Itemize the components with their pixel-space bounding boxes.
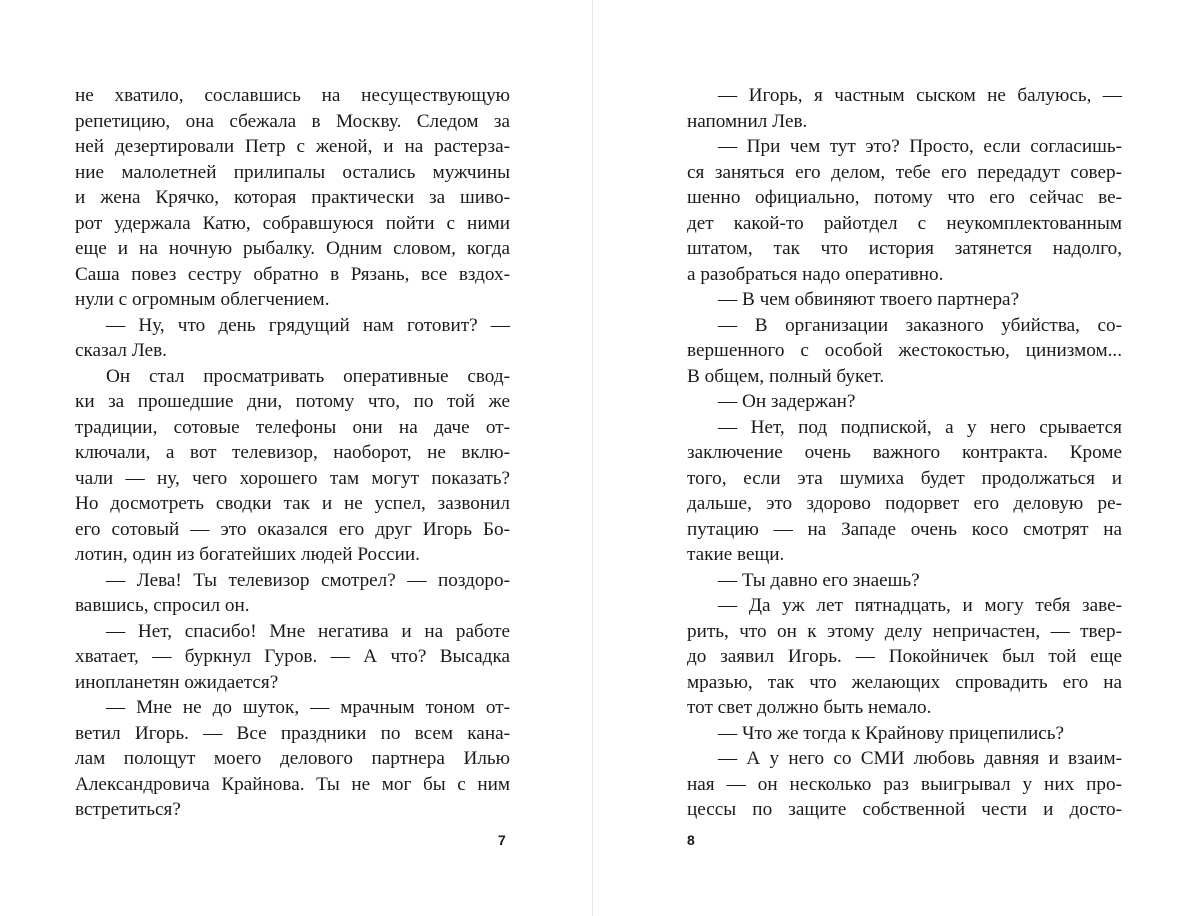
text-line: — Мне не до шуток, — мрачным тоном от- (106, 697, 510, 718)
text-line: ся заняться его делом, тебе его передадут совер- (687, 161, 1122, 183)
text-line: — Нет, под подпиской, а у него срывается (718, 416, 1122, 438)
text-line: и жена Крячко, которая практически за шиво- (75, 187, 510, 208)
text-line: — Лева! Ты телевизор смотрел? — поздоро- (106, 569, 510, 591)
text-line: — Ну, что день грядущий нам готовит? — (106, 314, 510, 336)
text-line: Но досмотреть сводки так и не успел, зазвонил (75, 493, 510, 514)
text-line: инопланетян ожидается? (75, 671, 279, 693)
text-line: сказал Лев. (75, 340, 167, 361)
text-line: вавшись, спросил он. (75, 595, 250, 616)
page-number: 8 (687, 832, 695, 848)
page-number: 7 (498, 832, 506, 848)
text-line: встретиться? (75, 799, 181, 820)
text-line: лам полощут моего делового партнера Илью (75, 748, 510, 769)
text-line: ветил Игорь. — Все праздники по всем кана- (75, 722, 510, 744)
text-line: не хватило, сославшись на несуществующую (75, 85, 510, 106)
text-line: мразью, так что желающих спровадить его на (687, 671, 1122, 693)
text-line: — Ты давно его знаешь? (718, 569, 920, 591)
text-line: традиции, сотовые телефоны они на даче от- (75, 416, 510, 438)
left-page (0, 0, 592, 916)
text-line: дальше, это здорово подорвет его деловую ре- (687, 493, 1122, 514)
text-line: путацию — на Западе очень косо смотрят на (687, 518, 1122, 540)
text-line: штатом, так что история затянется надолго, (687, 238, 1122, 259)
text-line: Саша повез сестру обратно в Рязань, все вздох- (75, 263, 510, 285)
text-line: а разобраться надо оперативно. (687, 263, 944, 285)
text-line: его сотовый — это оказался его друг Игорь Бо- (75, 518, 510, 540)
text-line: напомнил Лев. (687, 110, 808, 132)
text-line: — Он задержан? (718, 391, 856, 412)
text-line: вершенного с особой жестокостью, цинизмом... (687, 340, 1122, 361)
text-line: шенно официально, потому что его сейчас ве- (687, 187, 1122, 208)
text-line: — Что же тогда к Крайнову прицепились? (718, 722, 1065, 744)
text-line: еще и на ночную рыбалку. Одним словом, когда (75, 238, 510, 259)
text-line: — В организации заказного убийства, со- (718, 314, 1122, 336)
right-page (593, 0, 1185, 916)
text-line: такие вещи. (687, 544, 785, 565)
text-line: ние малолетней прилипалы остались мужчины (75, 161, 510, 183)
text-line: Александровича Крайнова. Ты не мог бы с ним (75, 773, 510, 795)
text-line: тот свет должно быть немало. (687, 697, 932, 718)
text-line: Он стал просматривать оперативные свод- (106, 365, 510, 387)
left-page-text (75, 83, 510, 823)
text-line: хватает, — буркнул Гуров. — А что? Высадка (75, 646, 510, 667)
text-line: ней дезертировали Петр с женой, и на растерза- (75, 136, 510, 157)
text-line: до заявил Игорь. — Покойничек был той еще (687, 646, 1122, 667)
text-line: — Да уж лет пятнадцать, и могу тебя заве- (718, 595, 1122, 616)
text-line: рот удержала Катю, собравшуюся пойти с ними (75, 212, 510, 234)
text-line: — А у него со СМИ любовь давняя и взаим- (718, 748, 1122, 769)
right-page-text (687, 83, 1122, 823)
text-line: чали — ну, чего хорошего там могут показать? (75, 467, 510, 489)
text-line: нули с огромным облегчением. (75, 289, 330, 310)
text-line: ная — он несколько раз выигрывал у них про- (687, 773, 1122, 795)
text-line: репетицию, она сбежала в Москву. Следом за (75, 110, 510, 132)
text-line: лотин, один из богатейших людей России. (75, 544, 420, 565)
text-line: В общем, полный букет. (687, 365, 885, 387)
text-line: рить, что он к этому делу непричастен, — твер- (687, 620, 1122, 642)
text-line: цессы по защите собственной чести и досто- (687, 799, 1122, 820)
text-line: — Игорь, я частным сыском не балуюсь, — (718, 85, 1122, 106)
text-line: ключали, а вот телевизор, наоборот, не вклю- (75, 442, 510, 463)
text-line: — В чем обвиняют твоего партнера? (718, 289, 1020, 310)
text-line: ки за прошедшие дни, потому что, по той же (75, 391, 510, 412)
text-line: — При чем тут это? Просто, если согласишь- (718, 136, 1122, 157)
text-line: того, если эта шумиха будет продолжаться и (687, 467, 1122, 489)
text-line: — Нет, спасибо! Мне негатива и на работе (106, 620, 510, 642)
text-line: заключение очень важного контракта. Кроме (687, 442, 1122, 463)
text-line: дет какой-то райотдел с неукомплектованным (687, 212, 1122, 234)
